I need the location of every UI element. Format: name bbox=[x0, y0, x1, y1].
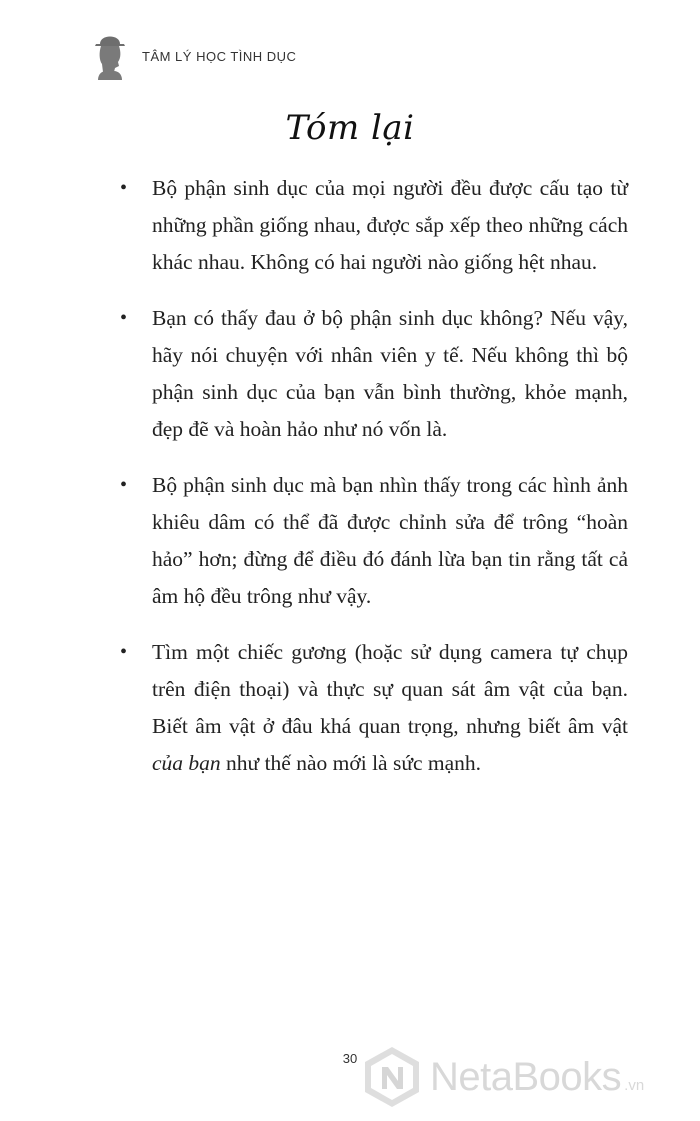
watermark bbox=[362, 1042, 644, 1112]
section-title: Tóm lại bbox=[285, 108, 415, 148]
summary-item-2 bbox=[118, 300, 628, 448]
watermark-text: NetaBooks bbox=[430, 1054, 622, 1099]
summary-item-emphasis: của bạn bbox=[152, 751, 221, 775]
summary-item-3 bbox=[118, 467, 628, 615]
summary-item-text-after: như thế nào mới là sức mạnh. bbox=[220, 751, 482, 775]
page-number: 30 bbox=[342, 1051, 358, 1066]
summary-item-4 bbox=[118, 634, 628, 782]
running-header bbox=[88, 28, 296, 80]
summary-item-1 bbox=[118, 170, 628, 281]
bullet-marker: • bbox=[120, 307, 128, 329]
man-silhouette-hat-icon bbox=[88, 28, 132, 80]
bullet-marker: • bbox=[120, 641, 128, 663]
summary-list bbox=[118, 170, 628, 801]
bullet-marker: • bbox=[120, 474, 128, 496]
summary-item-text: Bộ phận sinh dục mà bạn nhìn thấy trong các hình ảnh khiêu dâm có thể đã được chỉnh sửa để trông “hoàn hảo” hơn; đừng để điều đó đánh lừa bạn tin rằng tất cả âm hộ đều trông như vậy. bbox=[152, 473, 628, 608]
bullet-marker: • bbox=[120, 177, 128, 199]
running-header-title: TÂM LÝ HỌC TÌNH DỤC bbox=[142, 48, 297, 64]
summary-item-text: Bộ phận sinh dục của mọi người đều được cấu tạo từ những phần giống nhau, được sắp xếp theo những cách khác nhau. Không có hai người nào giống hệt nhau. bbox=[152, 176, 628, 274]
summary-item-text: Bạn có thấy đau ở bộ phận sinh dục không? Nếu vậy, hãy nói chuyện với nhân viên y tế. Nếu không thì bộ phận sinh dục của bạn vẫn bình thường, khỏe mạnh, đẹp đẽ và hoàn hảo như nó vốn là. bbox=[152, 306, 628, 441]
summary-item-text-before: Tìm một chiếc gương (hoặc sử dụng camera tự chụp trên điện thoại) và thực sự quan sát âm vật của bạn. Biết âm vật ở đâu khá quan trọng, nhưng biết âm vật bbox=[152, 640, 628, 738]
netabooks-logo-icon bbox=[362, 1045, 422, 1109]
watermark-suffix: .vn bbox=[624, 1076, 645, 1094]
